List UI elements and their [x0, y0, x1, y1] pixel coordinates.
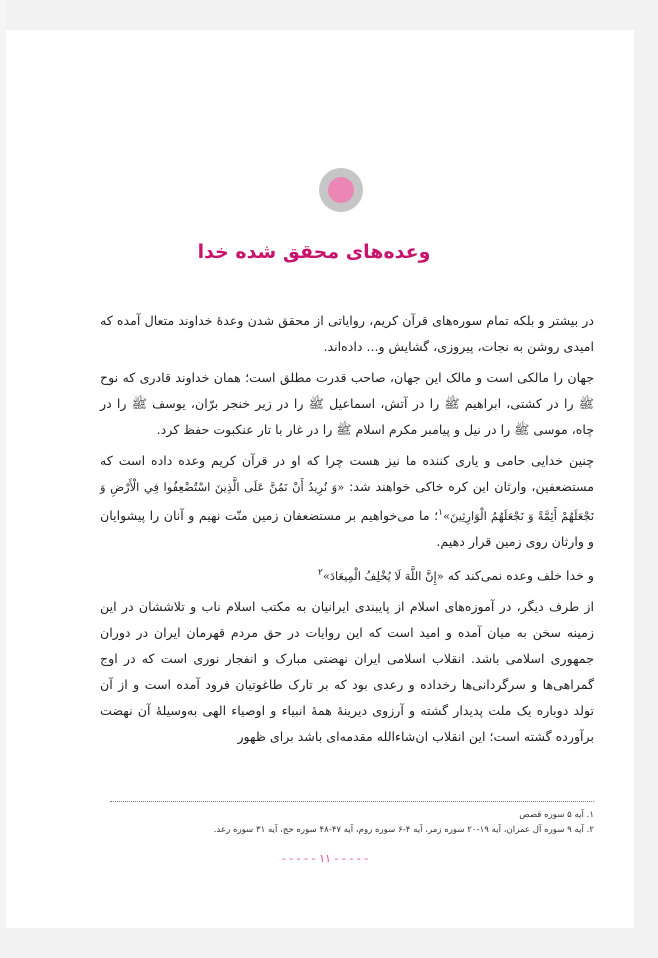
- paragraph-3-end: ؛ ما می‌خواهیم بر مستضعفان زمین منّت نهیم و آنان را پیشوایان و وارثان روی زمین قرار دهیم.: [100, 508, 594, 550]
- paragraph-1: در بیشتر و بلکه تمام سوره‌های قرآن کریم، روایاتی از محقق شدن وعدهٔ خداوند متعال آمده که امیدی روشن به نجات، پیروزی، گشایش و... داده‌اند.: [100, 313, 594, 354]
- paragraph-3-intro: چنین خدایی حامی و یاری کننده ما نیز هست چرا که او در قرآن کریم وعده داده است که مستضعفین، وارثان این کره خاکی خواهند شد:: [100, 453, 594, 494]
- footnote-1: ۱. آیه ۵ سوره قصص: [519, 810, 594, 820]
- paragraph-4: [100, 560, 594, 589]
- quran-verse-2: «إِنَّ اللَّهَ لَا يُخْلِفُ الْمِيعَادَ»: [322, 569, 444, 584]
- paragraph-4-intro: و خدا خلف وعده نمی‌کند که: [447, 568, 594, 584]
- circle-ornament-icon: [319, 168, 363, 212]
- viewer-frame-top: [0, 0, 658, 30]
- footnote-2: ۲. آیه ۹ سوره آل عمران، آیه ۱۹-۲۰ سوره زمر، آیه ۴-۶ سوره روم، آیه ۴۷-۴۸ سوره حج، آیه ۳۱ سوره رعد.: [213, 825, 594, 835]
- pink-dot-icon: [328, 177, 354, 203]
- paragraph-5: از طرف دیگر، در آموزه‌های اسلام از پایبندی ایرانیان به مکتب اسلام ناب و تلاششان در این زمینه سخن به میان آمده و امید است که این روایات در حق مردم قهرمان ایران در دوران جمهوری اسلامی باشد. انقلاب اسلامی ایران نهضتی مبارک و انفجار نوری است که در اوج گمراهی‌ها و سرگردانی‌ها رخداده و رعدی بود که بر تارک طاغوتیان فرود آمده است و از آن تولد دوباره یک ملت پدیدار گشته و آرزوی دیرینهٔ همهٔ انبیاء و اوصیاء الهی به‌وسیلهٔ آن نهضت برآورده گشته است؛ این انقلاب ان‌شاءالله مقدمه‌ای باشد برای ظهور: [100, 599, 594, 745]
- paragraph-3: [100, 448, 594, 555]
- viewer-frame-bottom: [0, 928, 658, 958]
- page-number: - - - - - ۱۱ - - - - -: [281, 852, 369, 865]
- footnote-ref-1: ۱: [438, 508, 443, 518]
- footnote-divider: [110, 801, 594, 802]
- footnotes: [100, 808, 594, 838]
- quran-verse-1: «وَ نُرِيدُ أَنْ نَمُنَّ عَلَى الَّذِينَ اسْتُضْعِفُوا فِي الْأَرْضِ وَ نَجْعَلَهُمْ أَئِمَّةً وَ نَجْعَلَهُمُ الْوَارِثِينَ»: [100, 480, 595, 524]
- footnote-ref-2: ۲: [318, 568, 323, 579]
- viewer-frame-right: [634, 0, 658, 958]
- body-text: [100, 308, 594, 755]
- chapter-title: وعده‌های محقق شده خدا: [197, 241, 431, 263]
- paragraph-2: جهان را مالکی است و مالک این جهان، صاحب قدرت مطلق است؛ همان خداوند قادری که نوح ﷺ را در کشتی، ابراهیم ﷺ را در آتش، اسماعیل ﷺ را در زیر خنجر برّان، یوسف ﷺ را در چاه، موسی ﷺ را در نیل و پیامبر مکرم اسلام ﷺ را در غار با تار عنکبوت حفظ کرد.: [100, 370, 594, 437]
